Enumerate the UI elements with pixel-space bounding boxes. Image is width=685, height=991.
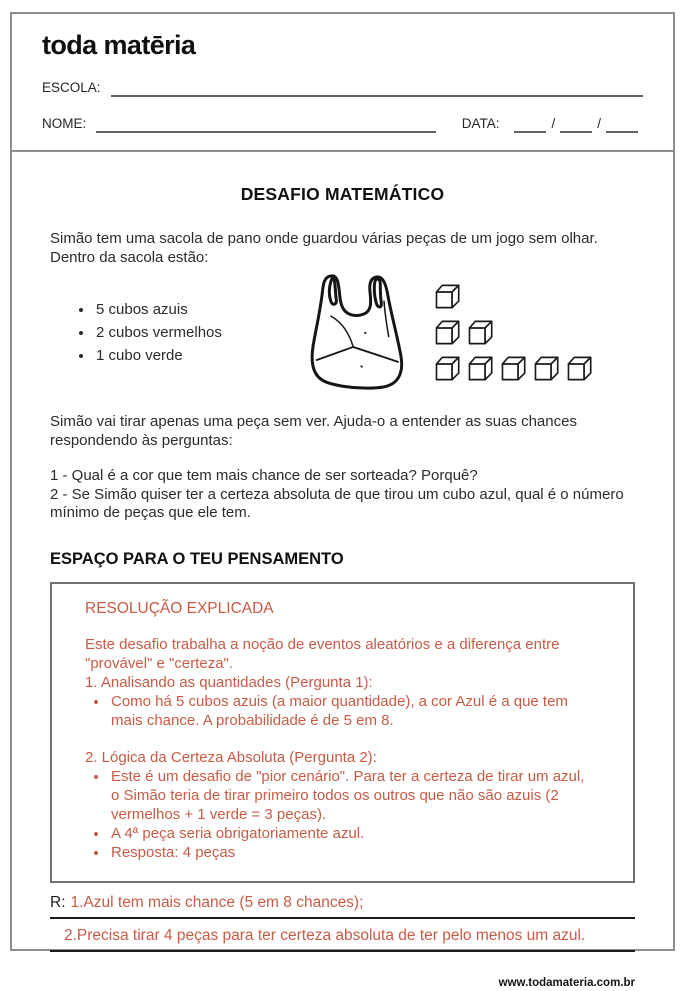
resolution-section1-list [85,692,593,730]
list-item: • 2 cubos vermelhos [94,321,290,344]
list-item: • Este é um desafio de "pior cenário". Para ter a certeza de tirar um azul, o Simão teria de tirar primeiro todos os outros que não são azuis (2 vermelhos + 1 verde = 3 peças). [109,767,593,825]
cube-icon [500,355,528,382]
cube-icon [434,355,462,382]
cube-icon [566,355,594,382]
list-item: • 5 cubos azuis [94,298,290,321]
list-item: • A 4ª peça seria obrigatoriamente azul. [109,824,593,843]
answer-2-text: 2.Precisa tirar 4 peças para ter certeza absoluta de ter pelo menos um azul. [64,927,586,945]
question-2: 2 - Se Simão quiser ter a certeza absoluta de que tirou um cubo azul, qual é o número mínimo de peças que ele tem. [50,485,624,522]
date-day-blank[interactable] [514,118,546,133]
cube-row [434,355,594,382]
escola-input-line[interactable] [111,82,643,97]
list-item: • Como há 5 cubos azuis (a maior quantidade), a cor Azul é a que tem mais chance. A probabilidade é de 5 em 8. [109,692,593,730]
resolution-intro: Este desafio trabalha a noção de eventos aleatórios e a diferença entre "provável" e "certeza". [85,635,560,672]
list-item: • Resposta: 4 peças [109,843,593,862]
nome-input-line[interactable] [96,118,435,133]
date-month-blank[interactable] [560,118,592,133]
escola-label: ESCOLA: [42,80,101,95]
resolution-title: RESOLUÇÃO EXPLICADA [85,599,274,617]
data-label: DATA: [461,116,500,131]
questions [50,467,635,523]
date-separator: / [597,116,601,131]
date-year-blank[interactable] [606,118,638,133]
cube-row [434,283,594,310]
bag-illustration [300,269,412,395]
website-url: www.todamateria.com.br [498,977,635,990]
cube-icon [434,319,462,346]
cube-row [434,319,594,346]
resolution-section2-list [85,767,593,863]
nome-label: NOME: [42,116,87,131]
cube-icon [467,355,495,382]
escola-row [42,80,643,97]
answer-line-1 [50,893,635,919]
intro-paragraph: Simão tem uma sacola de pano onde guardou várias peças de um jogo sem olhar. Dentro da sacola estão: [50,229,598,266]
answer-label: R: [50,893,66,911]
header [12,14,673,133]
answer-1-text: 1.Azul tem mais chance (5 em 8 chances); [70,893,364,911]
cubes-illustration [434,283,594,382]
thinking-space-heading: ESPAÇO PARA O TEU PENSAMENTO [50,550,344,569]
brand-logo: toda matēria [42,30,196,60]
worksheet-body [12,152,673,991]
resolution-section2-title: 2. Lógica da Certeza Absoluta (Pergunta 2): [85,748,377,766]
bag-contents-list [76,298,290,368]
nome-data-row [42,116,643,133]
list-item: • 1 cubo verde [94,344,290,367]
cube-icon [467,319,495,346]
answer-line-2 [50,919,635,952]
cube-icon [533,355,561,382]
resolution-section1-title: 1. Analisando as quantidades (Pergunta 1): [85,673,373,691]
question-1: 1 - Qual é a cor que tem mais chance de ser sorteada? Porquê? [50,466,478,484]
instructions-paragraph: Simão vai tirar apenas uma peça sem ver. Ajuda-o a entender as suas chances respondendo às perguntas: [50,413,577,450]
date-separator: / [551,116,556,131]
worksheet-page [10,12,675,990]
cube-icon [434,283,462,310]
illustration-row [50,269,635,395]
page-title: DESAFIO MATEMÁTICO [240,184,445,204]
resolution-box [50,582,635,883]
